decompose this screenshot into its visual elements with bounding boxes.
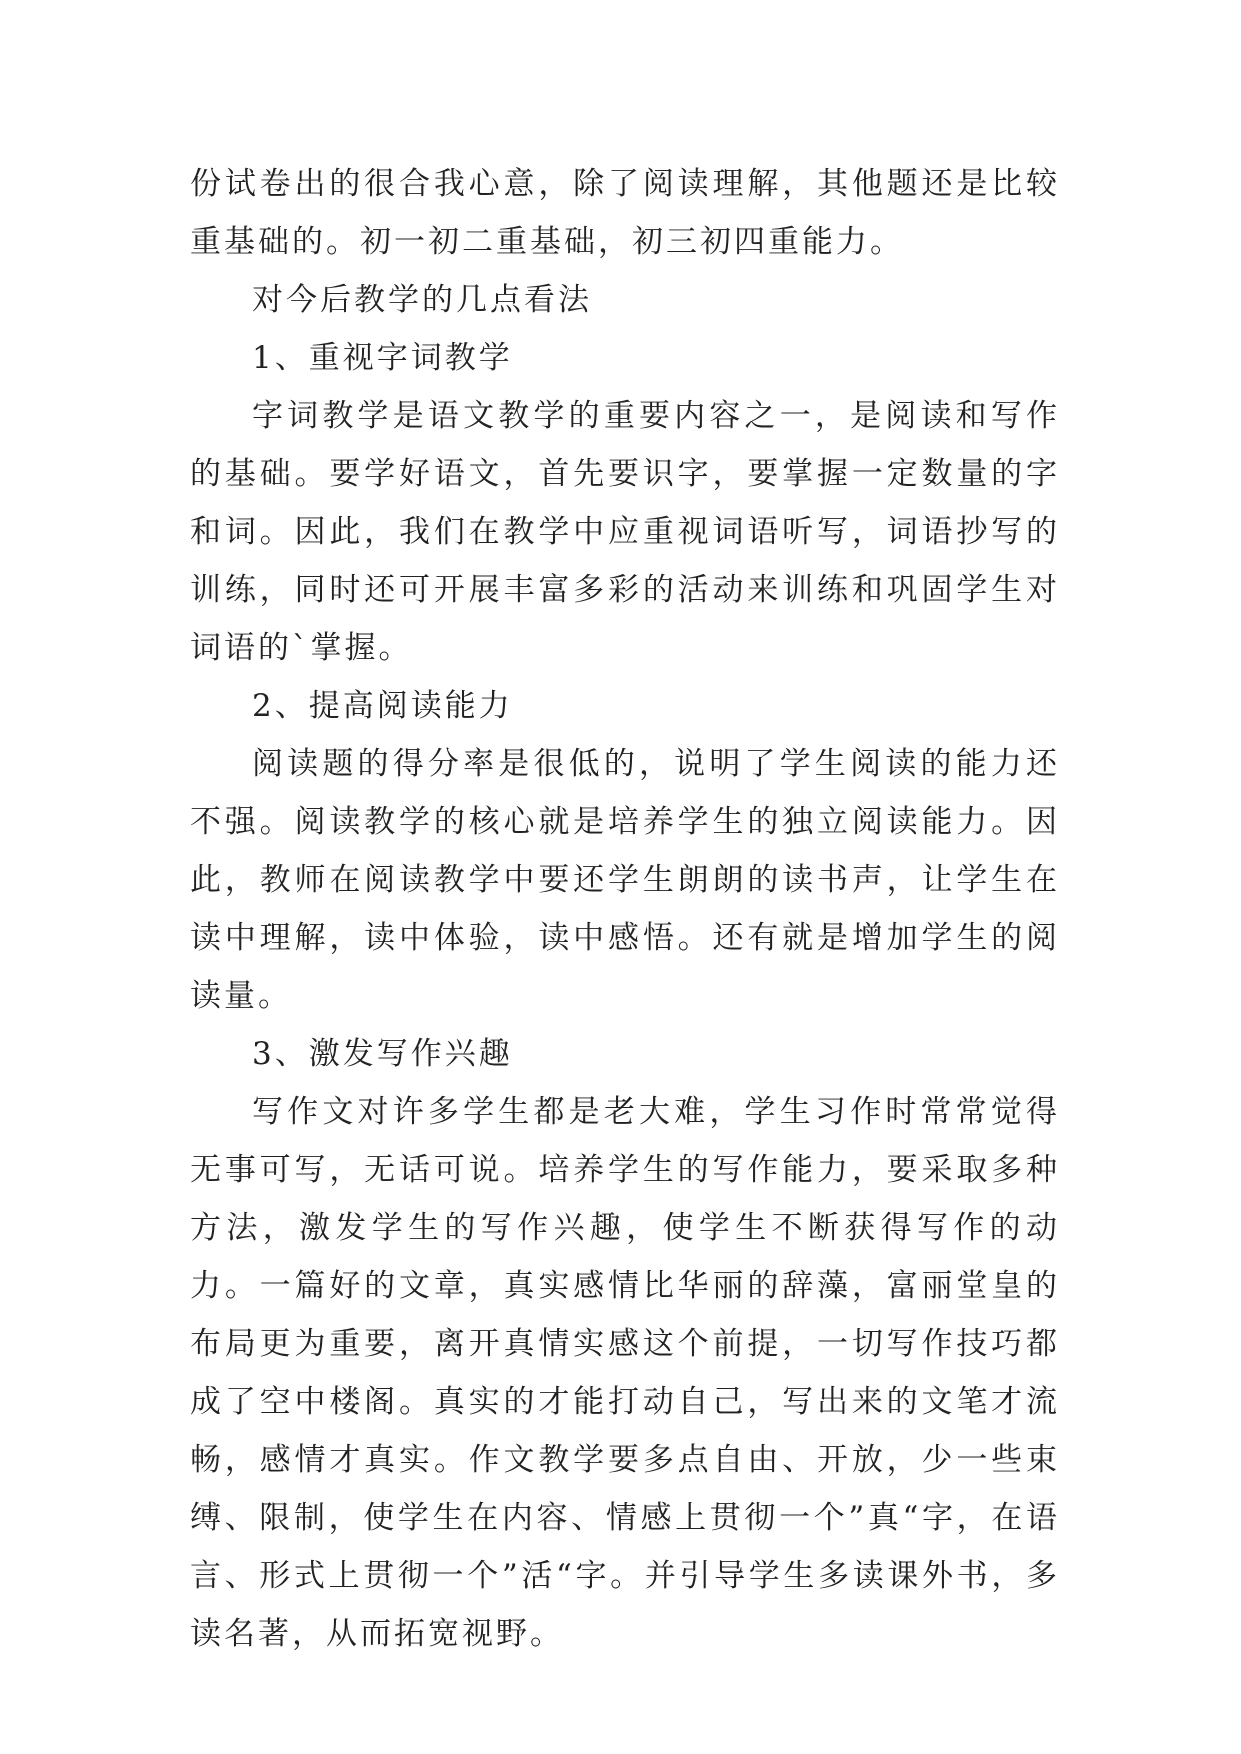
paragraph-continuation: 份试卷出的很合我心意，除了阅读理解，其他题还是比较重基础的。初一初二重基础，初三初四重能力。 xyxy=(190,166,1060,260)
document-body xyxy=(190,155,1060,1663)
paragraph-reading: 阅读题的得分率是很低的，说明了学生阅读的能力还不强。阅读教学的核心就是培养学生的独立阅读能力。因此，教师在阅读教学中要还学生朗朗的读书声，让学生在读中理解，读中体验，读中感悟。还有就是增加学生的阅读量。 xyxy=(190,746,1060,1014)
section-title: 对今后教学的几点看法 xyxy=(252,282,592,318)
subheading-2: 2、提高阅读能力 xyxy=(252,688,513,724)
subheading-1: 1、重视字词教学 xyxy=(252,340,513,376)
subheading-3: 3、激发写作兴趣 xyxy=(252,1036,513,1072)
paragraph-writing: 写作文对许多学生都是老大难，学生习作时常常觉得无事可写，无话可说。培养学生的写作能力，要采取多种方法，激发学生的写作兴趣，使学生不断获得写作的动力。一篇好的文章，真实感情比华丽的辞藻，富丽堂皇的布局更为重要，离开真情实感这个前提，一切写作技巧都成了空中楼阁。真实的才能打动自己，写出来的文笔才流畅，感情才真实。作文教学要多点自由、开放，少一些束缚、限制，使学生在内容、情感上贯彻一个”真“字，在语言、形式上贯彻一个”活“字。并引导学生多读课外书，多读名著，从而拓宽视野。 xyxy=(190,1094,1060,1652)
paragraph-vocabulary: 字词教学是语文教学的重要内容之一，是阅读和写作的基础。要学好语文，首先要识字，要掌握一定数量的字和词。因此，我们在教学中应重视词语听写，词语抄写的训练，同时还可开展丰富多彩的活动来训练和巩固学生对词语的`掌握。 xyxy=(190,398,1060,666)
